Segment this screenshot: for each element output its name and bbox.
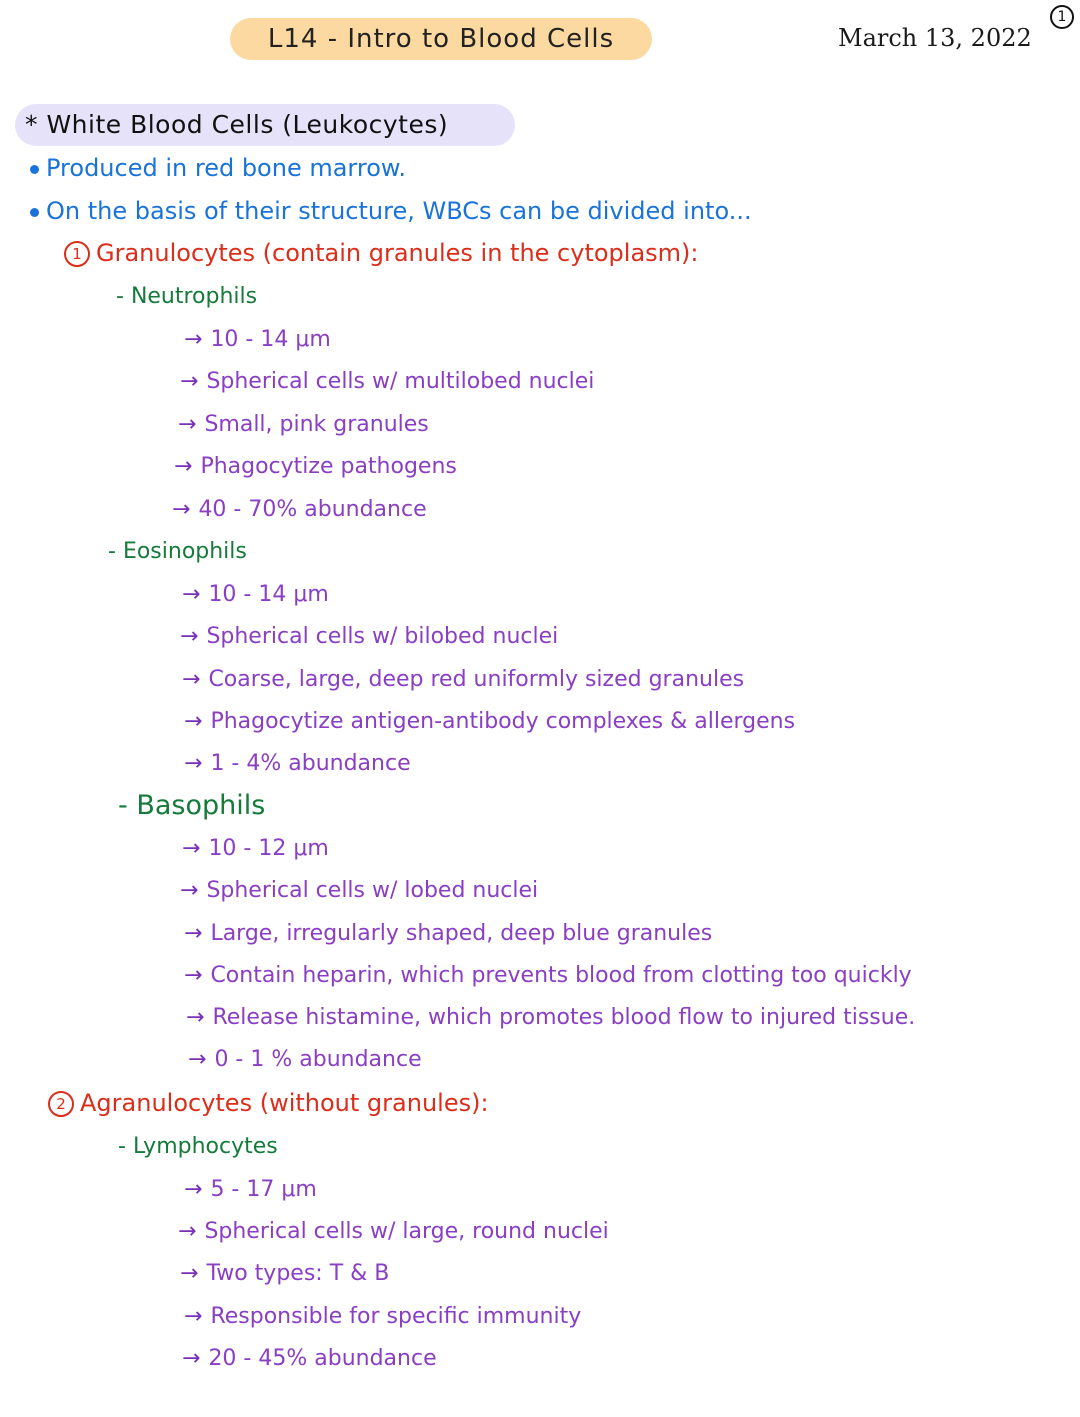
arrow-icon: →: [182, 582, 201, 607]
arrow-icon: →: [184, 327, 203, 352]
arrow-icon: →: [180, 1261, 199, 1286]
bullet-icon: [30, 208, 39, 217]
list-item: → 10 - 12 μm: [182, 836, 329, 861]
circled-number-icon: 2: [48, 1091, 74, 1117]
arrow-icon: →: [184, 709, 203, 734]
lymphocytes-label: - Lymphocytes: [118, 1134, 278, 1159]
list-item: → Phagocytize antigen-antibody complexes & allergens: [184, 709, 796, 734]
eosinophils-label: - Eosinophils: [108, 539, 247, 564]
list-item: → Spherical cells w/ bilobed nuclei: [180, 624, 559, 649]
list-item: → 1 - 4% abundance: [184, 751, 411, 776]
list-item: → Spherical cells w/ large, round nuclei: [178, 1219, 609, 1244]
circled-number-icon: 1: [64, 241, 90, 267]
arrow-icon: →: [184, 751, 203, 776]
list-item: → Coarse, large, deep red uniformly sized granules: [182, 667, 745, 692]
list-item: → Spherical cells w/ multilobed nuclei: [180, 369, 595, 394]
point-produced: Produced in red bone marrow.: [30, 154, 406, 182]
list-item: → Small, pink granules: [178, 412, 429, 437]
page-number: 1: [1050, 5, 1074, 29]
list-item: → 0 - 1 % abundance: [188, 1047, 422, 1072]
granulocytes-heading: 1 Granulocytes (contain granules in the cytoplasm):: [64, 239, 698, 267]
arrow-icon: →: [186, 1005, 205, 1030]
bullet-icon: [30, 165, 39, 174]
list-item: → 10 - 14 μm: [184, 327, 331, 352]
list-item: → Contain heparin, which prevents blood from clotting too quickly: [184, 963, 912, 988]
arrow-icon: →: [178, 1219, 197, 1244]
arrow-icon: →: [188, 1047, 207, 1072]
list-item: → Large, irregularly shaped, deep blue granules: [184, 921, 713, 946]
arrow-icon: →: [180, 369, 199, 394]
point-structure: On the basis of their structure, WBCs can be divided into...: [30, 197, 752, 225]
section-heading-white-blood-cells: * White Blood Cells (Leukocytes): [15, 104, 515, 146]
list-item: → Responsible for specific immunity: [184, 1304, 582, 1329]
arrow-icon: →: [174, 454, 193, 479]
page-title: L14 - Intro to Blood Cells: [230, 18, 652, 60]
list-item: → Two types: T & B: [180, 1261, 390, 1286]
list-item: → Phagocytize pathogens: [174, 454, 457, 479]
neutrophils-label: - Neutrophils: [116, 284, 258, 309]
page-date: March 13, 2022: [838, 24, 1032, 52]
arrow-icon: →: [184, 921, 203, 946]
arrow-icon: →: [184, 963, 203, 988]
basophils-label: - Basophils: [118, 790, 266, 821]
list-item: → 40 - 70% abundance: [172, 497, 427, 522]
arrow-icon: →: [180, 624, 199, 649]
agranulocytes-heading: 2 Agranulocytes (without granules):: [48, 1089, 489, 1117]
arrow-icon: →: [184, 1177, 203, 1202]
arrow-icon: →: [182, 836, 201, 861]
list-item: → Spherical cells w/ lobed nuclei: [180, 878, 539, 903]
arrow-icon: →: [182, 1346, 201, 1371]
arrow-icon: →: [182, 667, 201, 692]
list-item: → Release histamine, which promotes blood flow to injured tissue.: [186, 1005, 916, 1030]
list-item: → 20 - 45% abundance: [182, 1346, 437, 1371]
arrow-icon: →: [172, 497, 191, 522]
arrow-icon: →: [178, 412, 197, 437]
arrow-icon: →: [184, 1304, 203, 1329]
arrow-icon: →: [180, 878, 199, 903]
list-item: → 10 - 14 μm: [182, 582, 329, 607]
list-item: → 5 - 17 μm: [184, 1177, 317, 1202]
